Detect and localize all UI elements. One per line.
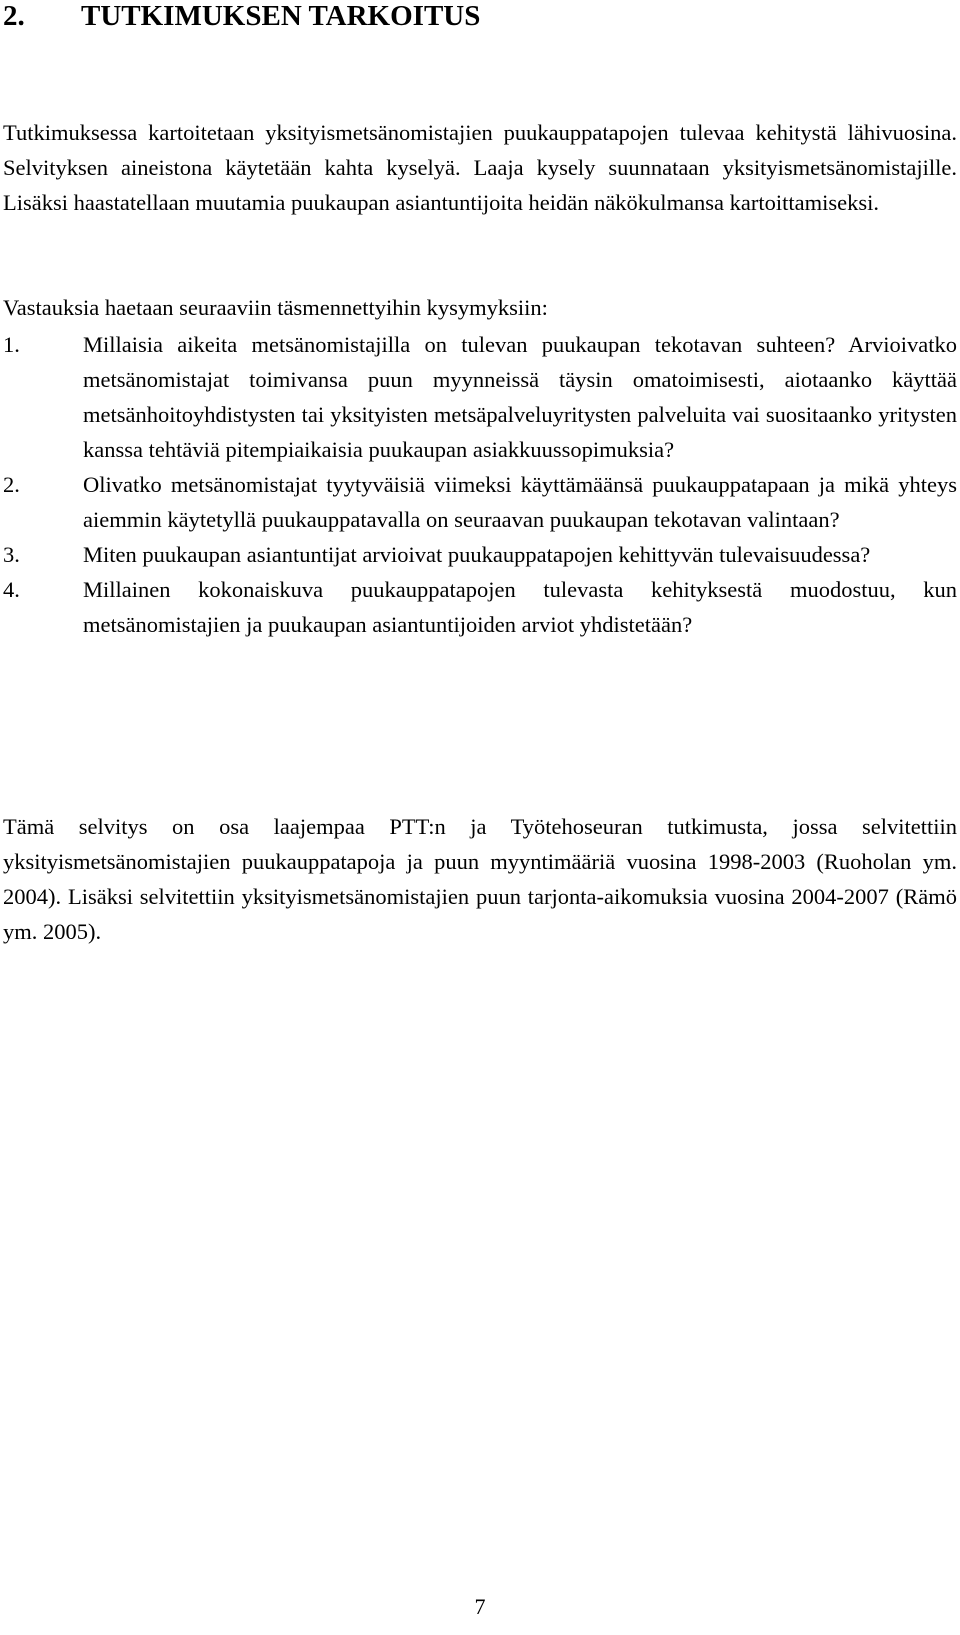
question-item-2 <box>3 467 957 537</box>
intro-paragraph: Tutkimuksessa kartoitetaan yksityismetsänomistajien puukauppatapojen tulevaa kehitystä lähivuosina. Selvityksen aineistona käytetään kahta kyselyä. Laaja kysely suunnataan yksityismetsänomistajille. Lisäksi haastatellaan muutamia puukaupan asiantuntijoita heidän näkökulmansa kartoittamiseksi. <box>3 120 957 215</box>
page-number: 7 <box>474 1594 486 1619</box>
closing-paragraph: Tämä selvitys on osa laajempaa PTT:n ja Työtehoseuran tutkimusta, jossa selvitettiin yksityismetsänomistajien puukauppatapoja ja puun myyntimääriä vuosina 1998-2003 (Ruoholan ym. 2004). Lisäksi selvitettiin yksityismetsänomistajien puun tarjonta-aikomuksia vuosina 2004-2007 (Rämö ym. 2005). <box>3 814 957 944</box>
question-text: Olivatko metsänomistajat tyytyväisiä viimeksi käyttämäänsä puukauppatapaan ja mikä yhteys aiemmin käytetyllä puukauppatavalla on seuraavan puukaupan tekotavan valintaan? <box>83 472 957 532</box>
section-heading <box>3 0 480 32</box>
question-number: 2. <box>3 472 20 497</box>
question-number: 4. <box>3 577 20 602</box>
question-item-4 <box>3 572 957 642</box>
question-list <box>3 327 957 642</box>
question-item-1 <box>3 327 957 467</box>
questions-lead: Vastauksia haetaan seuraaviin täsmennettyihin kysymyksiin: <box>3 295 548 320</box>
question-number: 3. <box>3 542 20 567</box>
question-text: Millaisia aikeita metsänomistajilla on tulevan puukaupan tekotavan suhteen? Arvioivatko metsänomistajat toimivansa puun myynneissä täysin omatoimisesti, aiotaanko käyttää metsänhoitoyhdistysten tai yksityisten metsäpalveluyritysten palveluita vai suositaanko yritysten kanssa tehtäviä pitempiaikaisia puukaupan asiakkuussopimuksia? <box>83 332 957 462</box>
section-title: TUTKIMUKSEN TARKOITUS <box>81 0 481 32</box>
question-text: Millainen kokonaiskuva puukauppatapojen tulevasta kehityksestä muodostuu, kun metsänomistajien ja puukaupan asiantuntijoiden arviot yhdistetään? <box>83 577 957 637</box>
section-number: 2. <box>3 0 25 32</box>
question-number: 1. <box>3 332 20 357</box>
question-text: Miten puukaupan asiantuntijat arvioivat puukauppatapojen kehittyvän tulevaisuudessa? <box>83 542 871 567</box>
question-item-3 <box>3 537 957 572</box>
